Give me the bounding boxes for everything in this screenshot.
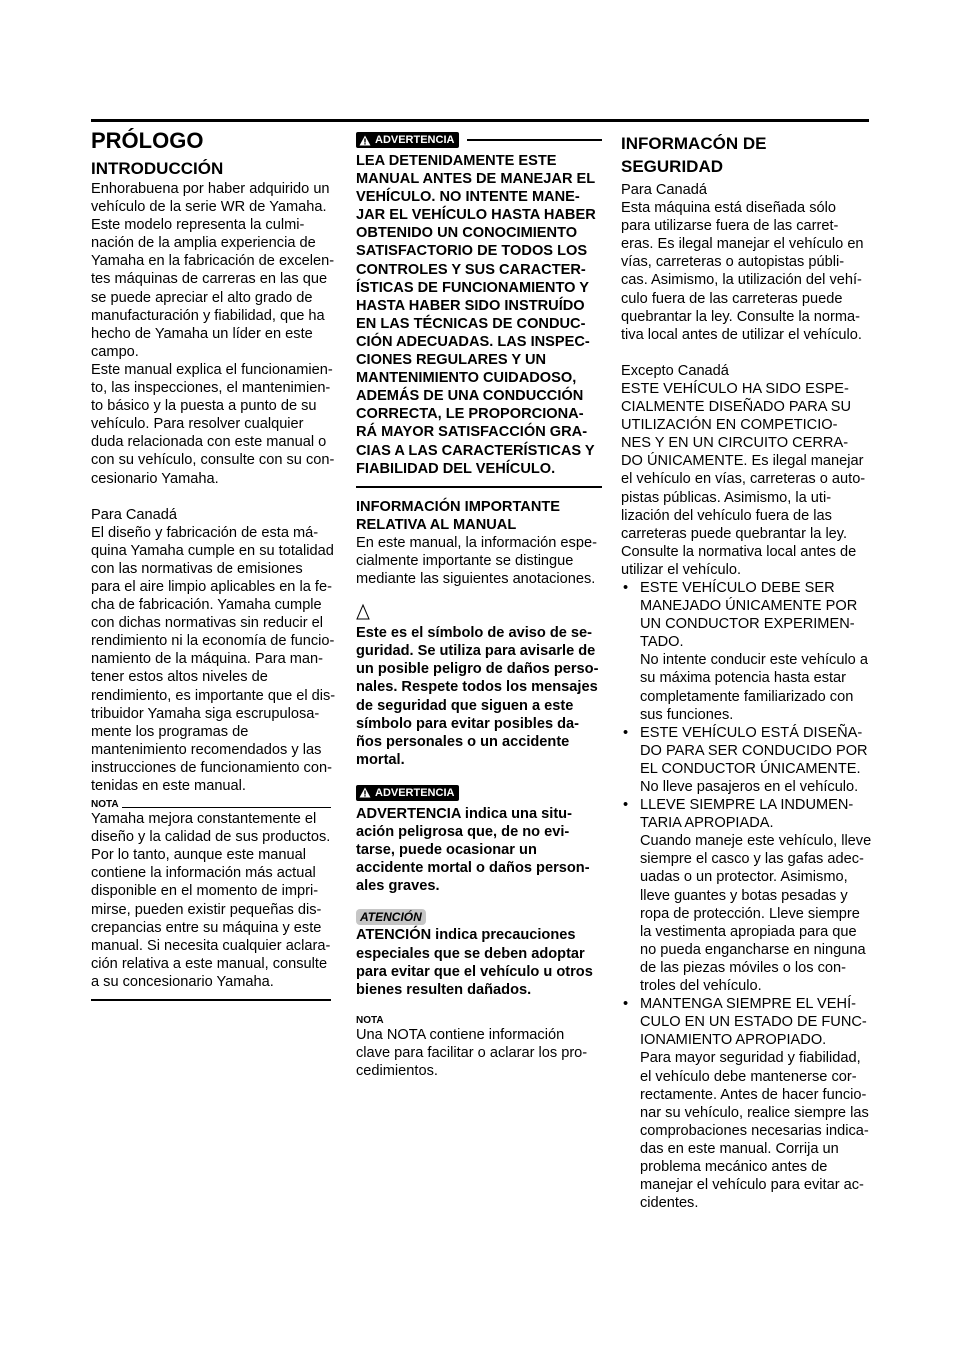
text-line: namiento de la máquina. Para man- — [91, 651, 324, 668]
text-line: JAR EL VEHÍCULO HASTA HABER — [356, 207, 596, 224]
text-line: CORRECTA, LE PROPORCIONA- — [356, 406, 584, 423]
nota-rule — [122, 807, 331, 808]
text-line: para utilizarse fuera de las carret- — [621, 218, 839, 235]
text-line: lización del vehículo fuera de las — [621, 507, 832, 524]
text-line: especiales que se deben adoptar — [356, 945, 585, 962]
text-line: tener estos altos niveles de — [91, 669, 268, 686]
text-line: MANUAL ANTES DE MANEJAR EL — [356, 171, 596, 188]
text-line: mantenimiento recomendados y las — [91, 741, 322, 758]
top-rule — [91, 119, 869, 122]
text-line: quebrantar la ley. Consulte la norma- — [621, 308, 861, 325]
text-line: para evitar que el vehículo u otros — [356, 963, 593, 980]
text-line: de las piezas móviles o los con- — [640, 959, 847, 976]
advertencia-rule — [467, 139, 602, 141]
text-line: MANTENGA SIEMPRE EL VEHÍ- — [640, 996, 856, 1013]
intro-paragraph — [91, 180, 335, 488]
text-line: pistas públicas. Asimismo, la uti- — [621, 489, 832, 506]
text-line: vehículo. Para resolver cualquier — [91, 416, 304, 433]
text-line: Esta máquina está diseñada sólo — [621, 200, 836, 217]
text-line: tarse, puede ocasionar un — [356, 842, 537, 859]
text-line: no pueda engancharse en ninguna — [640, 941, 866, 958]
text-line: Excepto Canadá — [621, 362, 729, 379]
text-line: TADO. — [640, 634, 684, 651]
text-line: su máxima potencia hasta estar — [640, 670, 847, 687]
text-line: ropa de protección. Lleve siempre — [640, 905, 860, 922]
text-line: mente los programas de — [91, 723, 249, 740]
nota-2-paragraph — [356, 1026, 602, 1080]
text-line: to básico y la puesta a punto de su — [91, 398, 317, 415]
text-line: LEA DETENIDAMENTE ESTE — [356, 153, 557, 169]
text-line: ESTE VEHÍCULO DEBE SER — [640, 579, 835, 596]
text-line: NES Y EN UN CIRCUITO CERRA- — [621, 435, 849, 452]
text-line: el vehículo debe mantenerse cor- — [640, 1068, 857, 1085]
text-line: guridad. Se utiliza para avisarle de — [356, 643, 596, 660]
text-line: tes máquinas de carreras en las que — [91, 271, 328, 288]
text-line: cas. Asimismo, la utilización del vehí- — [621, 272, 862, 289]
text-line: Enhorabuena por haber adquirido un — [91, 181, 330, 197]
text-line: hecho de Yamaha un líder en este — [91, 325, 313, 342]
advertencia-2-label: ADVERTENCIA — [375, 786, 455, 799]
text-line: Por lo tanto, aunque este manual — [91, 847, 307, 864]
text-line: das en este manual. Corrija un — [640, 1140, 839, 1157]
advertencia-end-rule — [356, 486, 602, 488]
text-line: No intente conducir este vehículo a — [640, 652, 868, 669]
text-line: Yamaha en la fabricación de excelen- — [91, 253, 335, 270]
nota-2-label: NOTA — [356, 1014, 384, 1026]
text-line: RÁ MAYOR SATISFACCIÓN GRA- — [356, 424, 588, 441]
symbol-paragraph — [356, 624, 602, 769]
info-paragraph — [356, 534, 602, 588]
advertencia-label: ADVERTENCIA — [375, 133, 455, 146]
text-line: manual. Si necesita cualquier aclara- — [91, 937, 331, 954]
nota-label: NOTA — [91, 799, 119, 811]
text-line: ADVERTENCIA indica una situ- — [356, 805, 572, 822]
text-line: FIABILIDAD DEL VEHÍCULO. — [356, 460, 556, 477]
text-line: ESTE VEHÍCULO HA SIDO ESPE- — [621, 380, 849, 397]
text-line: nales. Respete todos los mensajes — [356, 679, 598, 696]
text-line: EL CONDUCTOR ÚNICAMENTE. — [640, 760, 861, 777]
text-line: siempre el casco y las gafas adec- — [640, 851, 864, 868]
advertencia-2-text — [356, 805, 602, 895]
text-line: bienes resulten dañados. — [356, 981, 532, 998]
advertencia-text — [356, 152, 602, 478]
text-line: Consulte la normativa local antes de — [621, 543, 857, 560]
text-line: Yamaha mejora constantemente el — [91, 811, 317, 828]
text-line: Para Canadá — [91, 506, 178, 523]
text-line: VEHÍCULO. NO INTENTE MANE- — [356, 189, 580, 206]
text-line: vías, carreteras o autopistas públi- — [621, 254, 845, 271]
text-line: Para mayor seguridad y fiabilidad, — [640, 1050, 861, 1067]
text-line: TARIA APROPIADA. — [640, 815, 774, 832]
text-line: utilizar el vehículo. — [621, 561, 742, 578]
nota-2-header — [356, 1015, 602, 1026]
text-line: OBTENIDO UN CONOCIMIENTO — [356, 225, 578, 242]
text-line: cesionario Yamaha. — [91, 470, 219, 487]
text-line: SATISFACTORIO DE TODOS LOS — [356, 243, 588, 260]
text-line: manufacturación y fiabilidad, que ha — [91, 307, 325, 324]
text-line: ños personales o un accidente — [356, 733, 570, 750]
text-line: UTILIZACIÓN EN COMPETICIO- — [621, 417, 838, 434]
text-line: duda relacionada con este manual o — [91, 434, 327, 451]
text-line: con dichas normativas sin reducir el — [91, 615, 323, 632]
nota-header — [91, 799, 331, 810]
text-line: uadas o un protector. Asimismo, — [640, 869, 848, 886]
text-line: El diseño y fabricación de esta má- — [91, 524, 319, 541]
text-line: clave para facilitar o aclarar los pro- — [356, 1044, 588, 1061]
text-line: nación de la amplia experiencia de — [91, 235, 316, 252]
text-line: cialmente importante se distingue — [356, 552, 574, 569]
text-line: el vehículo en vías, carreteras o auto- — [621, 471, 866, 488]
text-line: SEGURIDAD — [621, 157, 724, 176]
safety-alert-icon — [356, 602, 370, 622]
text-line: No lleve pasajeros en el vehículo. — [640, 779, 859, 795]
text-line: CIÓN ADECUADAS. LAS INSPEC- — [356, 333, 590, 350]
text-line: MANTENIMIENTO CUIDADOSO, — [356, 370, 577, 387]
text-line: culo fuera de las carreteras puede — [621, 290, 843, 307]
text-line: un posible peligro de daños perso- — [356, 661, 599, 678]
safety-bullet-list — [621, 579, 871, 1212]
advertencia-2-header — [356, 781, 602, 805]
text-line: nar su vehículo, realice siempre las — [640, 1104, 869, 1121]
page-title: PRÓLOGO — [91, 128, 204, 153]
text-line: crepancias entre su máquina y este — [91, 919, 322, 936]
text-line: carreteras puede quebrantar la ley. — [621, 525, 848, 542]
text-line: Cuando maneje este vehículo, lleve — [640, 833, 872, 850]
atencion-text — [356, 926, 602, 998]
text-line: manejar el vehículo para evitar ac- — [640, 1177, 864, 1194]
canada-paragraph — [91, 506, 336, 796]
bullet-icon: • — [623, 797, 629, 814]
text-line: disponible en el momento de impri- — [91, 883, 319, 900]
text-line: campo. — [91, 343, 139, 360]
text-line: accidente mortal o daños person- — [356, 860, 590, 877]
text-line: cedimientos. — [356, 1063, 438, 1080]
text-line: ESTE VEHÍCULO ESTÁ DISEÑA- — [640, 724, 863, 741]
safety-except-paragraph — [621, 362, 871, 579]
text-line: cha de fabricación. Yamaha cumple — [91, 597, 322, 614]
list-item — [621, 995, 871, 1212]
text-line: con las normativas de emisiones — [91, 560, 303, 577]
text-line: ales graves. — [356, 878, 440, 895]
text-line: DO PARA SER CONDUCIDO POR — [640, 742, 868, 759]
text-line: HASTA HABER SIDO INSTRUÍDO — [356, 297, 585, 314]
text-line: En este manual, la información espe- — [356, 534, 597, 551]
text-line: comprobaciones necesarias indica- — [640, 1122, 869, 1139]
column-2 — [356, 128, 602, 1080]
text-line: se puede apreciar el alto grado de — [91, 289, 313, 306]
warning-triangle-icon — [359, 135, 371, 146]
text-line: la vestimenta apropiada para que — [640, 923, 857, 940]
text-line: Una NOTA contiene información — [356, 1026, 565, 1043]
text-line: completamente familiarizado con — [640, 688, 854, 705]
nota-paragraph — [91, 810, 331, 991]
text-line: ÍSTICAS DE FUNCIONAMIENTO Y — [356, 279, 589, 296]
text-line: IONAMIENTO APROPIADO. — [640, 1032, 827, 1049]
text-line: ación peligrosa que, de no evi- — [356, 824, 570, 840]
text-line: Para Canadá — [621, 182, 708, 198]
text-line: mortal. — [356, 751, 405, 768]
text-line: instrucciones de funcionamiento con- — [91, 759, 332, 776]
text-line: lleve guantes y botas pesadas y — [640, 887, 848, 904]
text-line: tiva local antes de utilizar el vehículo. — [621, 326, 862, 343]
atencion-badge: ATENCIÓN — [356, 909, 426, 925]
text-line: vehículo de la serie WR de Yamaha. — [91, 199, 327, 216]
text-line: DO ÚNICAMENTE. Es ilegal manejar — [621, 453, 864, 470]
text-line: contiene la información más actual — [91, 865, 316, 882]
text-line: diseño y la calidad de sus productos. — [91, 829, 331, 846]
list-item — [621, 579, 871, 724]
text-line: RELATIVA AL MANUAL — [356, 516, 517, 533]
text-line: tenidas en este manual. — [91, 778, 246, 794]
column-1 — [91, 128, 336, 1001]
text-line: CIAS A LAS CARACTERÍSTICAS Y — [356, 442, 595, 459]
list-item — [621, 724, 871, 796]
text-line: símbolo para evitar posibles da- — [356, 715, 580, 732]
text-line: mirse, pueden existir pequeñas dis- — [91, 901, 322, 918]
text-line: ción relativa a este manual, consulte — [91, 955, 328, 972]
text-line: to, las inspecciones, el mantenimien- — [91, 380, 331, 397]
text-line: tribuidor Yamaha siga escrupulosa- — [91, 705, 320, 722]
nota-end-rule — [91, 999, 331, 1001]
text-line: sus funciones. — [640, 706, 734, 723]
bullet-icon: • — [623, 724, 629, 741]
text-line: quina Yamaha cumple en su totalidad — [91, 542, 334, 559]
text-line: de seguridad que siguen a este — [356, 697, 574, 714]
advertencia-header — [356, 128, 602, 152]
text-line: LLEVE SIEMPRE LA INDUMEN- — [640, 797, 854, 814]
bullet-icon: • — [623, 579, 629, 596]
text-line: EN LAS TÉCNICAS DE CONDUC- — [356, 315, 586, 332]
text-line: problema mecánico antes de — [640, 1158, 828, 1175]
advertencia-2-badge — [356, 785, 459, 801]
text-line: cidentes. — [640, 1195, 699, 1212]
text-line: INFORMACÓN DE — [621, 134, 767, 153]
text-line: CULO EN UN ESTADO DE FUNC- — [640, 1014, 867, 1031]
safety-canada-paragraph — [621, 181, 871, 344]
column-3 — [621, 128, 871, 1212]
text-line: a su concesionario Yamaha. — [91, 973, 274, 990]
text-line: mediante las siguientes anotaciones. — [356, 571, 596, 588]
text-line: rendimiento ni la economía de funcio- — [91, 633, 335, 650]
text-line: Este es el símbolo de aviso de se- — [356, 625, 593, 642]
warning-triangle-icon — [359, 787, 371, 798]
safety-heading — [621, 132, 871, 178]
text-line: CIONES REGULARES Y UN — [356, 352, 547, 369]
text-line: para el aire limpio aplicables en la fe- — [91, 578, 332, 595]
info-heading — [356, 498, 602, 534]
text-line: rectamente. Antes de hacer funcio- — [640, 1086, 867, 1103]
bullet-icon: • — [623, 996, 629, 1013]
text-line: eras. Es ilegal manejar el vehículo en — [621, 236, 864, 253]
text-line: rendimiento, es importante que el dis- — [91, 687, 336, 704]
intro-heading: INTRODUCCIÓN — [91, 159, 224, 178]
advertencia-badge — [356, 132, 459, 148]
text-line: con su vehículo, consulte con su con- — [91, 452, 335, 469]
text-line: Este manual explica el funcionamien- — [91, 361, 333, 378]
text-line: INFORMACIÓN IMPORTANTE — [356, 498, 561, 515]
text-line: Este modelo representa la culmi- — [91, 217, 305, 234]
text-line: ADEMÁS DE UNA CONDUCCIÓN — [356, 388, 584, 405]
text-line: troles del vehículo. — [640, 978, 762, 995]
text-line: CIALMENTE DISEÑADO PARA SU — [621, 399, 852, 416]
list-item — [621, 796, 871, 995]
text-line: CONTROLES Y SUS CARACTER- — [356, 261, 586, 278]
text-line: ATENCIÓN indica precauciones — [356, 927, 576, 944]
text-line: MANEJADO ÚNICAMENTE POR — [640, 598, 858, 615]
text-line: UN CONDUCTOR EXPERIMEN- — [640, 616, 855, 633]
